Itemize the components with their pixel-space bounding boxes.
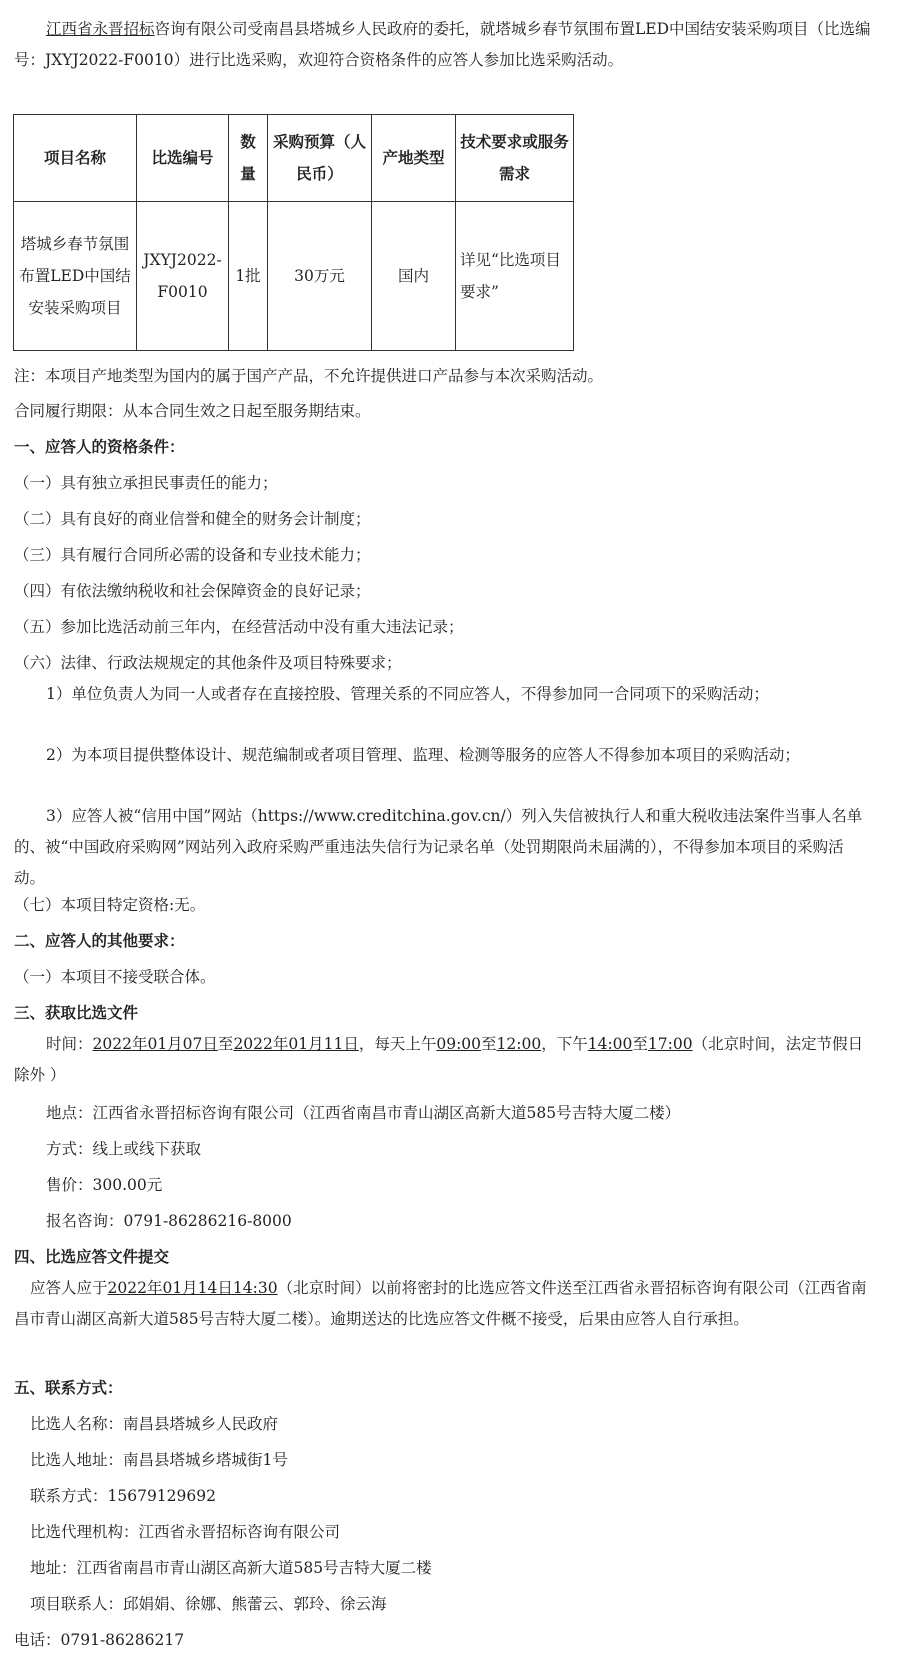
table-header-row [14, 115, 574, 202]
qualification-item: （一）具有独立承担民事责任的能力； [14, 474, 278, 492]
am-start: 09:00 [436, 1035, 482, 1053]
other-requirement: （一）本项目不接受联合体。 [14, 968, 216, 986]
submission-deadline: 2022年01月14日14:30 [107, 1279, 278, 1297]
header-code: 比选编号 [137, 115, 229, 202]
qualification-item: （二）具有良好的商业信誉和健全的财务会计制度； [14, 510, 371, 528]
date-to: 至 [217, 1035, 234, 1053]
qualification-item: （六）法律、行政法规规定的其他条件及项目特殊要求； [14, 654, 402, 672]
time-label: 时间： [46, 1035, 93, 1053]
special-requirement-1: 1）单位负责人为同一人或者存在直接控股、管理关系的不同应答人，不得参加同一合同项下的采购活动； [46, 685, 769, 703]
obtain-method: 方式：线上或线下获取 [46, 1140, 202, 1158]
header-project-name: 项目名称 [14, 115, 137, 202]
contract-term: 合同履行期限：从本合同生效之日起至服务期结束。 [14, 402, 371, 420]
qualification-item-7: （七）本项目特定资格:无。 [14, 896, 206, 914]
date-end: 2022年01月11日 [233, 1035, 359, 1053]
contact-item: 比选代理机构：江西省永晋招标咨询有限公司 [30, 1523, 341, 1541]
note-text: 注：本项目产地类型为国内的属于国产产品，不允许提供进口产品参与本次采购活动。 [14, 367, 604, 385]
contact-phone: 电话：0791-86286217 [14, 1631, 185, 1649]
am-end: 12:00 [496, 1035, 542, 1053]
afternoon-prefix: ，下午 [541, 1035, 588, 1053]
header-requirements: 技术要求或服务需求 [456, 115, 574, 202]
submission-paragraph [14, 1273, 874, 1335]
morning-prefix: ，每天上午 [358, 1035, 437, 1053]
special-requirement-2: 2）为本项目提供整体设计、规范编制或者项目管理、监理、检测等服务的应答人不得参加本项目的采购活动； [46, 746, 800, 764]
registration-consult: 报名咨询：0791-86286216-8000 [46, 1212, 292, 1230]
intro-text: 咨询有限公司受南昌县塔城乡人民政府的委托，就塔城乡春节氛围布置LED中国结安装采购项目（比选编号：JXYJ2022-F0010）进行比选采购，欢迎符合资格条件的应答人参加比选采购活动。 [14, 20, 871, 69]
pm-start: 14:00 [587, 1035, 633, 1053]
contact-item: 地址：江西省南昌市青山湖区高新大道585号吉特大厦二楼 [30, 1559, 432, 1577]
submission-text: （北京时间）以前将密封的比选应答文件送至江西省永晋招标咨询有限公司（江西省南昌市青山湖区高新大道585号吉特大厦二楼）。逾期送达的比选应答文件概不接受，后果由应答人自行承担。 [14, 1279, 867, 1328]
qualification-item: （四）有依法缴纳税收和社会保障资金的良好记录； [14, 582, 371, 600]
document-price: 售价：300.00元 [46, 1176, 163, 1194]
section-5-title: 五、联系方式： [14, 1378, 123, 1397]
obtain-time [14, 1029, 874, 1091]
cell-origin: 国内 [372, 202, 456, 351]
obtain-place: 地点：江西省永晋招标咨询有限公司（江西省南昌市青山湖区高新大道585号吉特大厦二楼） [46, 1104, 681, 1122]
header-budget: 采购预算（人民币） [268, 115, 372, 202]
section-3-title: 三、获取比选文件 [14, 1003, 139, 1022]
table-row [14, 202, 574, 351]
section-4-title: 四、比选应答文件提交 [14, 1247, 170, 1266]
section-1-title: 一、应答人的资格条件： [14, 437, 185, 456]
intro-paragraph [14, 14, 874, 76]
header-quantity: 数量 [229, 115, 268, 202]
submission-prefix: 应答人应于 [30, 1279, 108, 1297]
pm-end: 17:00 [647, 1035, 693, 1053]
contact-item: 比选人地址：南昌县塔城乡塔城街1号 [30, 1451, 288, 1469]
cell-code: JXYJ2022-F0010 [137, 202, 229, 351]
pm-to: 至 [632, 1035, 648, 1053]
special-requirement-3: 3）应答人被“信用中国”网站（https://www.creditchina.gov.cn/）列入失信被执行人和重大税收违法案件当事人名单的、被“中国政府采购网”网站列入政府采购严重违法失信行为记录名单（处罚期限尚未届满的），不得参加本项目的采购活动。 [14, 807, 863, 887]
cell-requirements: 详见“比选项目要求” [456, 202, 574, 351]
contact-item: 项目联系人：邱娟娟、徐娜、熊蕾云、郭玲、徐云海 [30, 1595, 387, 1613]
contact-item: 比选人名称：南昌县塔城乡人民政府 [30, 1415, 279, 1433]
cell-project-name: 塔城乡春节氛围布置LED中国结安装采购项目 [14, 202, 137, 351]
contact-item: 联系方式：15679129692 [30, 1487, 216, 1505]
header-origin: 产地类型 [372, 115, 456, 202]
cell-quantity: 1批 [229, 202, 268, 351]
section-2-title: 二、应答人的其他要求： [14, 931, 185, 950]
qualification-item: （五）参加比选活动前三年内，在经营活动中没有重大违法记录； [14, 618, 464, 636]
project-table [13, 114, 574, 351]
time-suffix: （北京时间，法定节假日除外 ） [14, 1035, 864, 1084]
am-to: 至 [481, 1035, 497, 1053]
cell-budget: 30万元 [268, 202, 372, 351]
intro-org: 江西省永晋招标 [46, 20, 155, 38]
qualification-item: （三）具有履行合同所必需的设备和专业技术能力； [14, 546, 371, 564]
date-start: 2022年01月07日 [92, 1035, 218, 1053]
